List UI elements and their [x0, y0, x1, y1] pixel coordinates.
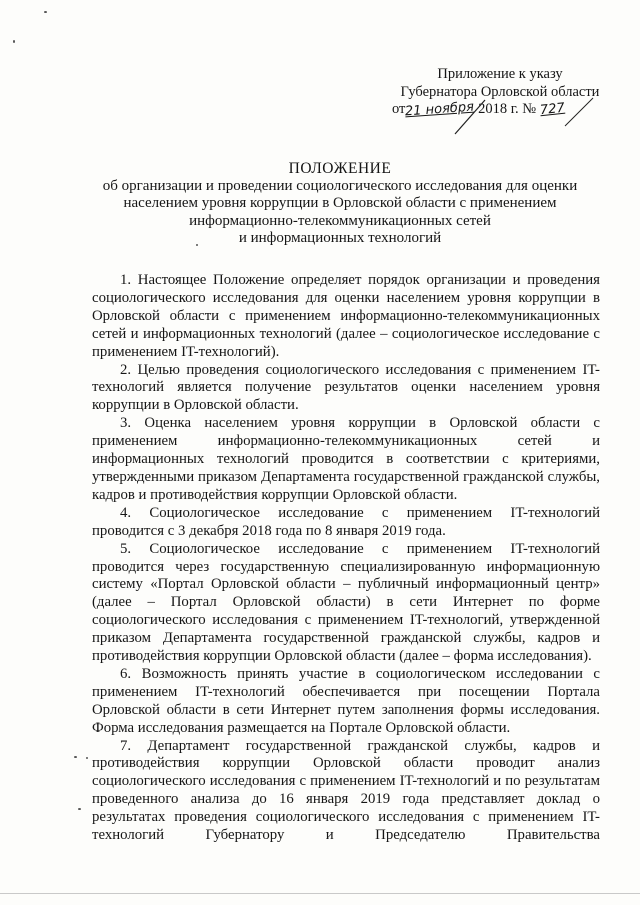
title-line-1: об организации и проведении социологического исследования для оценки	[102, 177, 578, 194]
handwritten-date: 21 ноября	[404, 99, 475, 120]
scan-speck	[44, 11, 47, 13]
date-prefix: от	[392, 101, 406, 117]
paragraph-7: 7. Департамент государственной гражданской службы, кадров и противодействия коррупции Орловской области проводит анализ социологического исследования с применением IT-технологий и по результатам проведенного анализа до 16 января 2019 года представляет доклад о результатах проведения социологического исследования с применением IT-технологий Губернатору и Председателю Правительства	[92, 737, 600, 844]
handwritten-number: 727	[538, 100, 566, 119]
signature-strokes	[415, 96, 615, 136]
scan-speck	[78, 808, 81, 810]
scan-speck	[13, 40, 15, 43]
paragraph-3: 3. Оценка населением уровня коррупции в Орловской области с применением информационно-телекоммуникационных сетей и информационных технологий проводится в соответствии с критериями, утвержденными приказом Департамента государственной гражданской службы, кадров и противодействия коррупции Орловской области.	[92, 415, 600, 503]
appendix-line-1: Приложение к указу	[437, 66, 563, 82]
appendix-line-2: Губернатора Орловской области	[400, 83, 600, 100]
document-body	[92, 272, 600, 845]
scan-speck	[86, 757, 88, 759]
scan-speck	[74, 756, 77, 758]
title-line-4: и информационных технологий	[238, 230, 442, 246]
paragraph-1: 1. Настоящее Положение определяет порядок организации и проведения социологического исследования для оценки населением уровня коррупции в Орловской области с применением информационно-телекоммуникационных сетей и информационных технологий (далее – социологическое исследование с применением IT-технологий).	[92, 272, 600, 360]
title-line-3: информационно-телекоммуникационных сетей	[189, 212, 491, 229]
scan-bottom-edge	[0, 893, 640, 894]
title-line-2: населением уровня коррупции в Орловской области с применением	[123, 195, 557, 211]
document-title	[60, 160, 620, 248]
paragraph-4: 4. Социологическое исследование с применением IT-технологий проводится с 3 декабря 2018 года по 8 января 2019 года.	[92, 504, 600, 539]
paragraph-6: 6. Возможность принять участие в социологическом исследовании с применением IT-технологий обеспечивается при посещении Портала Орловской области в сети Интернет путем заполнения формы исследования. Форма исследования размещается на Портале Орловской области.	[92, 665, 600, 736]
year-text: 2018 г. №	[478, 101, 537, 117]
title-heading: ПОЛОЖЕНИЕ	[288, 160, 392, 177]
paragraph-5: 5. Социологическое исследование с применением IT-технологий проводится через государственную специализированную информационную систему «Портал Орловской области – публичный информационный центр» (далее – Портал Орловской области) в сети Интернет по форме социологического исследования с применением IT-технологий, утвержденной приказом Департамента государственной гражданской службы, кадров и противодействия коррупции Орловской области (далее – форма исследования).	[92, 540, 600, 665]
paragraph-2: 2. Целью проведения социологического исследования с применением IT-технологий является получение результатов оценки населением уровня коррупции в Орловской области.	[92, 361, 600, 414]
